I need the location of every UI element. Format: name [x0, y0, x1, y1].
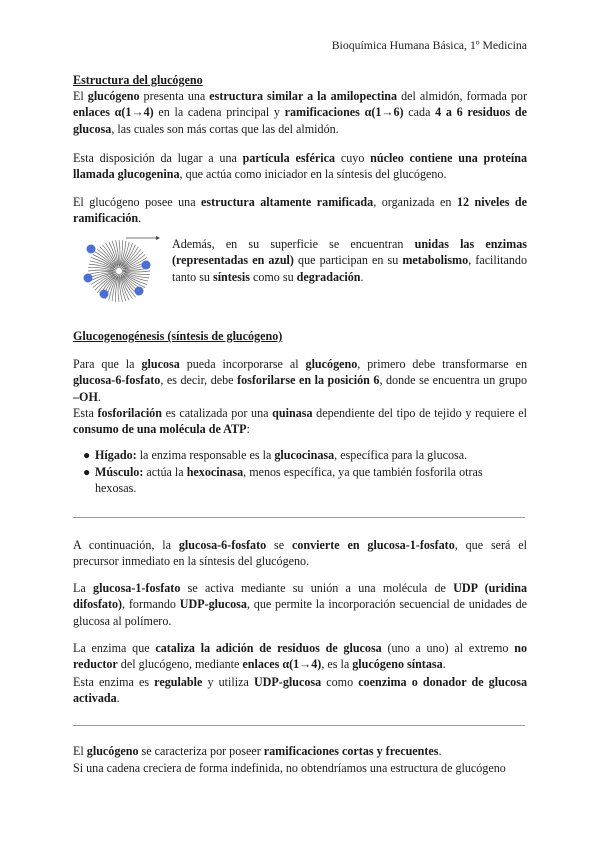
paragraph	[73, 743, 527, 759]
enzyme-dot	[84, 274, 93, 283]
bold-run: fosforilarse en la posición 6	[237, 373, 380, 388]
bold-run: 4 a 6 residuos de glucosa	[73, 105, 528, 136]
text-run: se activa mediante su unión a una molécula de	[180, 581, 454, 595]
bold-run: síntesis	[212, 269, 250, 284]
text-run: que participan en su	[293, 253, 403, 268]
text-run: como	[321, 675, 359, 689]
bold-run: núcleo contiene una proteína llamada glucogenina	[73, 151, 527, 182]
text-run: , que permite la incorporación secuencial de unidades de glucosa al polímero.	[73, 597, 527, 628]
text-run: A continuación, la	[73, 538, 179, 552]
divider	[73, 517, 525, 518]
text-run: dependiente del tipo de tejido y requiere el	[312, 406, 527, 420]
bold-run: UDP-glucosa	[179, 597, 247, 612]
text-run: , es decir, debe	[160, 373, 238, 388]
bullet-item-muscle	[83, 464, 525, 497]
text-run: Además, en su superficie se encuentran	[172, 237, 415, 251]
bold-run: glucocinasa	[274, 448, 335, 462]
bullet-dot-icon: ●	[83, 448, 91, 462]
bold-run: hexocinasa	[186, 465, 244, 479]
paragraph	[73, 537, 527, 570]
bold-run: consumo de una molécula de ATP	[73, 422, 247, 437]
text-run: , facilitando tanto su	[172, 253, 528, 284]
text-run: la enzima responsable es la	[136, 448, 275, 462]
text-run: como su	[249, 269, 297, 284]
text-run: , las cuales son más cortas que las del almidón.	[111, 121, 339, 136]
text-run: Si una cadena creciera de forma indefinida, no obtendríamos una estructura de glucógeno	[73, 761, 506, 775]
bold-run: Músculo:	[95, 465, 144, 479]
bold-run: metabolismo	[402, 253, 469, 268]
bold-run: UDP (uridina difosfato)	[73, 581, 527, 612]
text-run: La	[73, 581, 94, 595]
paragraph	[73, 580, 527, 629]
paragraph	[73, 356, 527, 405]
bullet-item-liver	[83, 447, 525, 463]
enzyme-dot	[142, 261, 151, 270]
text-run: , menos específica, ya que también fosforila otras hexosas.	[95, 465, 483, 496]
paragraph	[73, 760, 527, 776]
text-run: , que será el precursor inmediato en la síntesis del glucógeno.	[73, 538, 527, 569]
text-run: y utiliza	[202, 675, 254, 689]
text-run: del glucógeno, mediante	[117, 657, 243, 672]
text-run: .	[138, 211, 142, 226]
text-run: , es la	[321, 657, 353, 672]
bold-run: estructura similar a la amilopectina	[209, 89, 398, 103]
text-run: pueda incorporarse al	[179, 357, 306, 371]
arrow-head-icon	[156, 236, 160, 240]
section-heading-structure: Estructura del glucógeno	[73, 73, 203, 87]
text-run: es catalizada por una	[161, 406, 273, 420]
bold-run: 12 niveles de ramificación	[73, 195, 528, 226]
text-run: presenta una	[139, 89, 210, 103]
bold-run: glucógeno	[86, 744, 139, 758]
bold-run: glucosa-1-fosfato	[93, 581, 181, 595]
bold-run: quinasa	[272, 406, 313, 420]
text-run: , formando	[122, 597, 180, 612]
paragraph	[73, 405, 527, 438]
text-run: , donde se encuentra un grupo	[379, 373, 528, 388]
bold-run: glucógeno	[305, 357, 358, 371]
bold-run: ramificaciones cortas y frecuentes	[263, 744, 439, 758]
text-run: El	[73, 744, 87, 758]
text-run: , primero debe transformarse en	[357, 357, 527, 371]
enzyme-dot	[100, 290, 109, 299]
text-run: .	[97, 389, 101, 404]
bold-run: estructura altamente ramificada	[201, 195, 374, 209]
text-run: :	[246, 422, 250, 437]
text-run: Esta enzima es	[73, 675, 155, 689]
text-run: , que actúa como iniciador en la síntesis del glucógeno.	[179, 167, 447, 182]
glycogen-branch	[100, 247, 117, 269]
text-run: cada	[403, 105, 436, 120]
enzyme-dot	[87, 245, 96, 254]
text-run: del almidón, formada por	[397, 89, 527, 103]
bold-run: enlaces α(1→4)	[242, 657, 322, 672]
bold-run: Hígado:	[95, 448, 137, 462]
bullet-dot-icon: ●	[83, 465, 91, 479]
bold-run: degradación	[296, 269, 361, 284]
text-run: Esta	[73, 406, 98, 420]
paragraph	[73, 88, 527, 137]
text-run: .	[360, 269, 364, 284]
bold-run: coenzima o donador de glucosa activada	[73, 675, 527, 706]
bold-run: ramificaciones α(1→6)	[284, 105, 404, 120]
text-run: , organizada en	[373, 195, 457, 209]
paragraph	[73, 640, 527, 673]
section-heading-glycogenesis: Glucogenogénesis (síntesis de glucógeno)	[73, 329, 283, 343]
figure-caption-paragraph	[172, 236, 527, 285]
text-run: actúa la	[143, 465, 187, 479]
glycogen-branch	[88, 270, 115, 271]
bold-run: cataliza la adición de residuos de glucosa	[155, 641, 382, 655]
bold-run: fosforilación	[97, 406, 162, 420]
bold-run: glucosa-6-fosfato	[73, 373, 161, 388]
text-run: Para que la	[73, 357, 142, 371]
bold-run: enlaces α(1→4)	[73, 105, 154, 120]
divider	[73, 725, 525, 726]
bold-run: –OH	[73, 389, 98, 404]
bold-run: glucosa-6-fosfato	[178, 538, 267, 552]
paragraph	[73, 150, 527, 183]
bold-run: glucógeno	[87, 89, 140, 103]
text-run: (uno a uno) al extremo	[381, 641, 515, 655]
text-run: Esta disposición da lugar a una	[73, 151, 243, 165]
text-run: El	[73, 89, 88, 103]
paragraph	[73, 194, 527, 227]
glycogen-particle-icon	[82, 234, 162, 304]
text-run: La enzima que	[73, 641, 156, 655]
text-run: .	[116, 691, 120, 706]
bold-run: regulable	[154, 675, 203, 689]
text-run: cuyo	[335, 151, 371, 165]
paragraph	[73, 674, 527, 707]
text-run: se	[266, 538, 292, 552]
bold-run: convierte en glucosa-1-fosfato	[291, 538, 455, 552]
text-run: en la cadena principal y	[153, 105, 285, 120]
enzyme-dot	[135, 287, 144, 296]
bold-run: partícula esférica	[242, 151, 336, 165]
bold-run: unidas las enzimas (representadas en azul)	[172, 237, 527, 268]
bold-run: UDP-glucosa	[253, 675, 322, 689]
bold-run: glucógeno síntasa	[352, 657, 443, 672]
text-run: , específica para la glucosa.	[334, 448, 468, 462]
bold-run: glucosa	[141, 357, 180, 371]
text-run: se caracteriza por poseer	[138, 744, 264, 758]
page-header: Bioquímica Humana Básica, 1º Medicina	[331, 38, 527, 52]
bold-run: no reductor	[73, 641, 527, 672]
text-run: El glucógeno posee una	[73, 195, 202, 209]
text-run: .	[438, 744, 442, 758]
text-run: .	[442, 657, 446, 672]
glycogen-branch	[118, 277, 119, 302]
